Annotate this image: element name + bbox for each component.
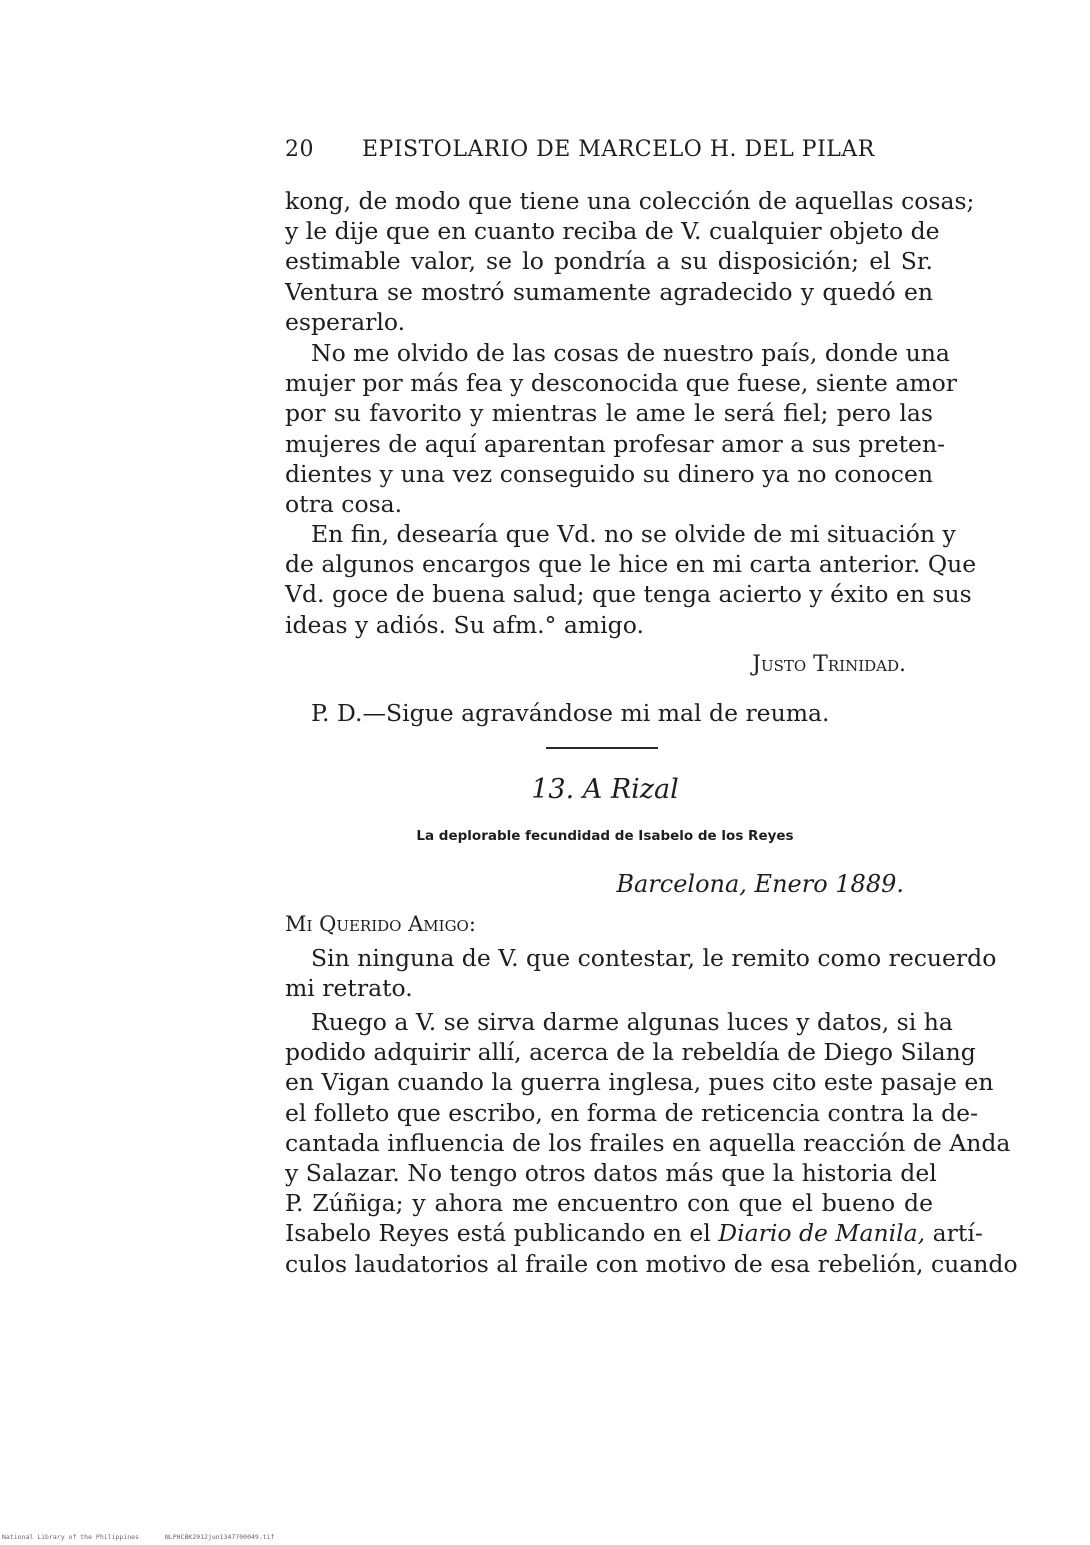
text-line: otra cosa. (285, 490, 403, 519)
text-line: cantada influencia de los frailes en aquella reacción de Anda (285, 1128, 1011, 1157)
text-line: y Salazar. No tengo otros datos más que la historia del (285, 1159, 937, 1188)
section-divider (546, 747, 658, 749)
text-line: dientes y una vez conseguido su dinero ya no conocen (285, 459, 933, 488)
salutation: Mi Querido Amigo: (285, 912, 476, 936)
text-line: En fin, desearía que Vd. no se olvide de mi situación y (311, 520, 956, 548)
letter-paragraph-2 (285, 1007, 1018, 1279)
text-line: kong, de modo que tiene una colección de aquellas cosas; (285, 187, 975, 215)
postscript: P. D.—Sigue agravándose mi mal de reuma. (311, 699, 830, 727)
library-credit: National Library of the Philippines (2, 1533, 139, 1541)
text-line: el folleto que escribo, en forma de reticencia contra la de- (285, 1098, 979, 1127)
letter-paragraph-1 (285, 943, 997, 1003)
page-header (285, 137, 935, 169)
letter-continuation-paragraph-3 (285, 519, 977, 640)
text-line: Vd. goce de buena salud; que tenga acierto y éxito en sus (285, 580, 972, 609)
text-line: de algunos encargos que le hice en mi carta anterior. Que (285, 550, 977, 579)
running-title: EPISTOLARIO DE MARCELO H. DEL PILAR (362, 137, 875, 162)
text-line: Ventura se mostró sumamente agradecido y quedó en (285, 277, 933, 306)
letter-continuation-paragraph-2 (285, 338, 957, 519)
file-identifier: NLPHCBK2012jun1347700049.tif (164, 1533, 275, 1541)
text-line: ideas y adiós. Su afm.° amigo. (285, 610, 644, 639)
text-line: Sin ninguna de V. que contestar, le remito como recuerdo (311, 944, 997, 972)
newspaper-title: Diario de Manila, (718, 1219, 926, 1248)
signature: Justo Trinidad. (752, 652, 906, 677)
text-line: culos laudatorios al fraile con motivo de esa rebelión, cuando (285, 1249, 1018, 1278)
text-segment: artí- (925, 1219, 983, 1248)
letter-continuation-paragraph-1 (285, 186, 975, 337)
text-line: mi retrato. (285, 974, 413, 1003)
text-line: en Vigan cuando la guerra inglesa, pues cito este pasaje en (285, 1068, 994, 1097)
text-line-with-italic (285, 1218, 983, 1248)
text-line: No me olvido de las cosas de nuestro país, donde una (311, 339, 950, 367)
text-line: Ruego a V. se sirva darme algunas luces y datos, si ha (311, 1008, 953, 1036)
text-line: por su favorito y mientras le ame le será fiel; pero las (285, 399, 933, 428)
text-segment: Isabelo Reyes está publicando en el (285, 1219, 719, 1248)
text-line: podido adquirir allí, acerca de la rebeldía de Diego Silang (285, 1038, 976, 1067)
page-number: 20 (285, 137, 314, 162)
scan-footer (2, 1533, 296, 1541)
section-title: 13. A Rizal (531, 774, 679, 805)
text-line: mujer por más fea y desconocida que fuese, siente amor (285, 369, 957, 398)
place-date: Barcelona, Enero 1889. (616, 870, 904, 898)
text-line: esperarlo. (285, 307, 406, 336)
text-line: P. Zúñiga; y ahora me encuentro con que el bueno de (285, 1189, 933, 1218)
text-line: mujeres de aquí aparentan profesar amor a sus preten- (285, 429, 946, 458)
text-line: y le dije que en cuanto reciba de V. cualquier objeto de (285, 217, 940, 246)
text-line: estimable valor, se lo pondría a su disposición; el Sr. (285, 247, 933, 276)
section-subtitle: La deplorable fecundidad de Isabelo de los Reyes (416, 828, 794, 844)
